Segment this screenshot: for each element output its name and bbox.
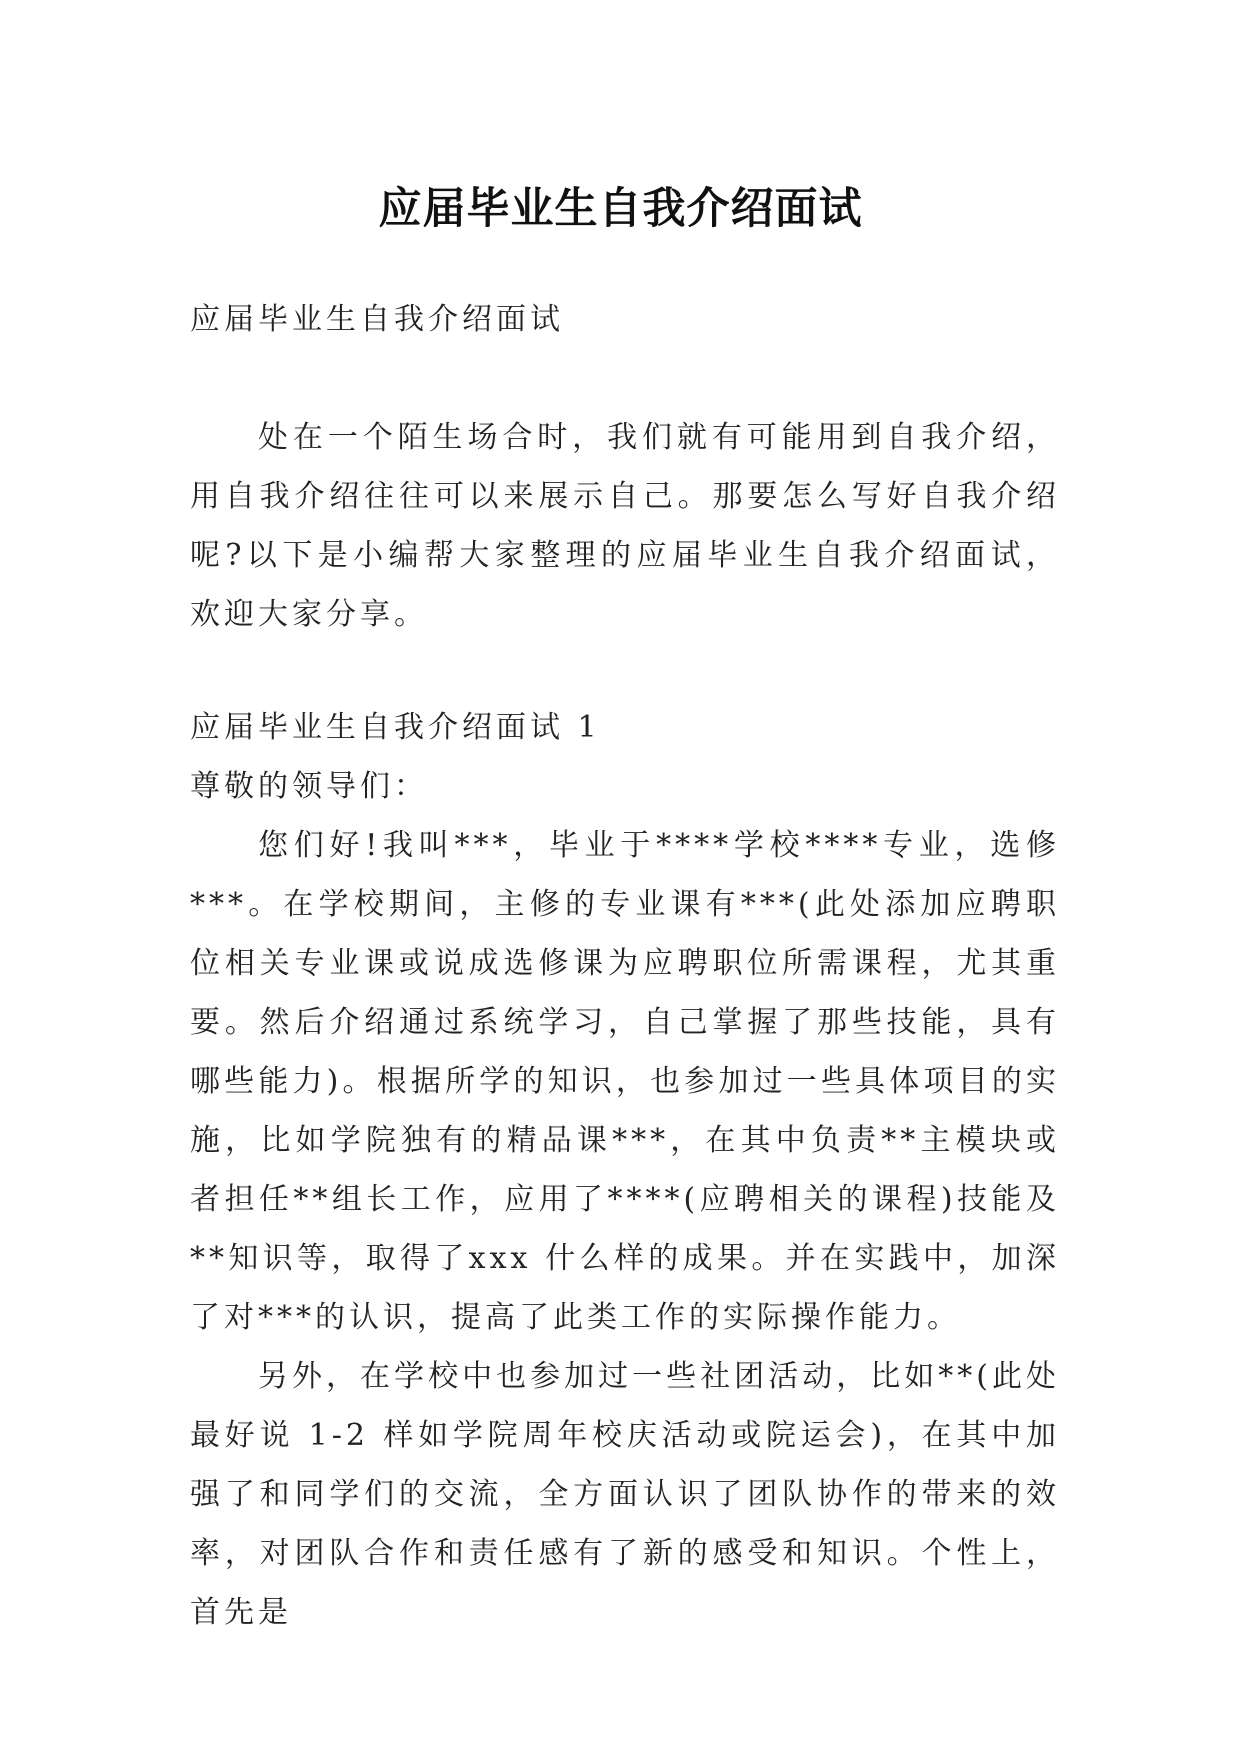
document-title: 应届毕业生自我介绍面试 — [378, 183, 863, 234]
document-subtitle: 应届毕业生自我介绍面试 — [190, 302, 564, 337]
intro-paragraph: 处在一个陌生场合时，我们就有可能用到自我介绍，用自我介绍往往可以来展示自己。那要怎么写好自我介绍呢?以下是小编帮大家整理的应届毕业生自我介绍面试，欢迎大家分享。 — [190, 420, 1060, 632]
body-paragraph-1: 您们好!我叫***，毕业于****学校****专业，选修***。在学校期间，主修的专业课有***(此处添加应聘职位相关专业课或说成选修课为应聘职位所需课程，尤其重要。然后介绍通过系统学习，自己掌握了那些技能，具有哪些能力)。根据所学的知识，也参加过一些具体项目的实施，比如学院独有的精品课***，在其中负责**主模块或者担任**组长工作，应用了****(应聘相关的课程)技能及**知识等，取得了xxx 什么样的成果。并在实践中，加深了对***的认识，提高了此类工作的实际操作能力。 — [190, 828, 1060, 1335]
section-heading: 应届毕业生自我介绍面试 1 — [190, 710, 601, 745]
document-body — [190, 290, 1060, 1642]
salutation: 尊敬的领导们： — [190, 769, 428, 804]
body-paragraph-2: 另外，在学校中也参加过一些社团活动，比如**(此处最好说 1-2 样如学院周年校庆活动或院运会)，在其中加强了和同学们的交流，全方面认识了团队协作的带来的效率，对团队合作和责任感有了新的感受和知识。个性上，首先是 — [190, 1359, 1060, 1630]
